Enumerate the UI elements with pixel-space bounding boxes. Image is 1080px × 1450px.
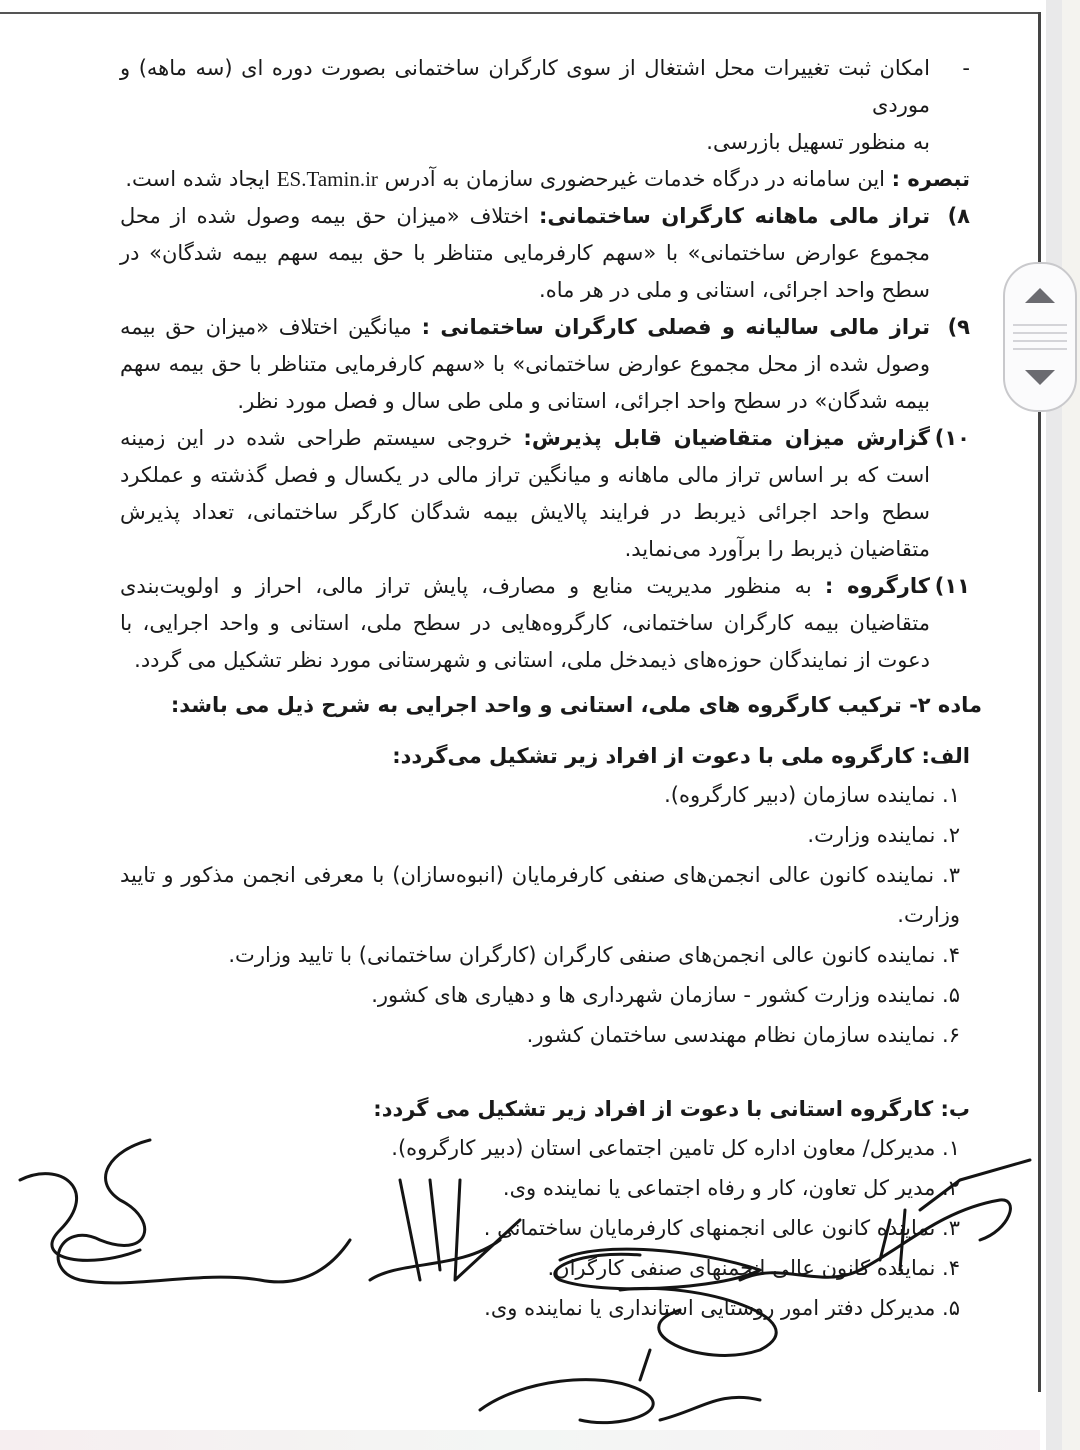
definition-item-9	[120, 309, 970, 420]
definition-item-11	[120, 568, 970, 679]
item-text: اختلاف «میزان حق بیمه وصول شده از محل مجموع عوارض ساختمانی» با «سهم کارفرمایی متناظر با حق بیمه سهم بیمه شدگان» در سطح واحد اجرائی، استانی و ملی در هر ماه.	[120, 204, 930, 302]
item-number: ۸)	[947, 204, 970, 228]
national-committee-heading: الف: کارگروه ملی با دعوت از افراد زیر تشکیل می‌گردد:	[392, 744, 970, 768]
provincial-committee-heading: ب: کارگروه استانی با دعوت از افراد زیر تشکیل می گردد:	[373, 1097, 970, 1121]
list-item: ۱. نماینده سازمان (دبیر کارگروه).	[664, 783, 960, 807]
note-label: تبصره :	[891, 167, 970, 191]
grip-line	[1013, 332, 1067, 334]
bullet-line-2: به منظور تسهیل بازرسی.	[706, 130, 930, 154]
item-term: تراز مالی ماهانه کارگران ساختمانی:	[539, 204, 930, 228]
intro-bullet	[120, 50, 970, 161]
list-item: ۲. مدیر کل تعاون، کار و رفاه اجتماعی یا نماینده وی.	[502, 1176, 960, 1200]
list-item: ۶. نماینده سازمان نظام مهندسی ساختمان کشور.	[526, 1023, 960, 1047]
list-item: ۲. نماینده وزارت.	[807, 823, 960, 847]
item-number: ۱۱)	[934, 574, 970, 598]
bullet-marker: -	[962, 56, 970, 80]
signature-2	[20, 1174, 140, 1261]
item-text: خروجی سیستم طراحی شده در این زمینه است که بر اساس تراز مالی ماهانه و میانگین تراز مالی در یکسال و فصل گذشته و عملکرد سطح واحد اجرائی ذیربط در فرایند پالایش بیمه شدگان کارگر ساختمانی، تعداد پذیرش متقاضیان ذیربط را برآورد می‌نماید.	[120, 426, 930, 561]
scroll-down-icon[interactable]	[1025, 370, 1055, 385]
list-item: ۳. نماینده کانون عالی انجمن‌های صنفی کارفرمایان (انبوه‌سازان) با معرفی انجمن مذکور و تایید وزارت.	[120, 863, 960, 927]
viewer-margin	[1046, 0, 1062, 1450]
signature-3	[370, 1180, 520, 1280]
item-text: به منظور مدیریت منابع و مصارف، پایش تراز مالی، احراز و اولویت‌بندی متقاضیان بیمه کارگران ساختمانی، کارگروه‌هایی در سطح ملی، استانی و واحد اجرایی، با دعوت از نمایندگان حوزه‌های ذیمدخل ملی، استانی و شهرستانی مورد نظر تشکیل می گردد.	[120, 574, 930, 672]
item-text: میانگین اختلاف «میزان حق بیمه وصول شده از محل مجموع عوارض ساختمانی» با «سهم کارفرمایی متناظر با حق بیمه سهم بیمه شدگان» در سطح واحد اجرائی، استانی و ملی طی سال و فصل مورد نظر.	[120, 315, 930, 413]
item-term: گزارش میزان متقاضیان قابل پذیرش:	[523, 426, 930, 450]
note-text-after: ایجاد شده است.	[125, 167, 277, 191]
definition-item-8	[120, 198, 970, 309]
note-address: ES.Tamin.ir	[276, 167, 378, 191]
list-item: ۱. مدیرکل/ معاون اداره کل تامین اجتماعی استان (دبیر کارگروه).	[391, 1136, 960, 1160]
note-paragraph	[120, 161, 970, 198]
grip-line	[1013, 324, 1067, 326]
item-number: ۹)	[947, 315, 970, 339]
page-scroll-control	[1003, 262, 1077, 412]
list-item: ۵. مدیرکل دفتر امور روستایی استانداری یا نماینده وی.	[484, 1296, 960, 1320]
signature-7	[620, 1288, 776, 1355]
item-number: ۱۰)	[934, 426, 970, 450]
list-item: ۴. نماینده کانون عالی انجمنهای صنفی کارگران.	[547, 1256, 960, 1280]
list-item: ۵. نماینده وزارت کشور - سازمان شهرداری ها و دهیاری های کشور.	[371, 983, 960, 1007]
scan-edge	[0, 1430, 1040, 1450]
signature-4	[555, 1249, 760, 1289]
handwritten-signatures	[0, 1120, 1040, 1450]
note-text-before: این سامانه در درگاه خدمات غیرحضوری سازمان به آدرس	[377, 167, 892, 191]
definition-item-10	[120, 420, 970, 568]
grip-line	[1013, 340, 1067, 342]
scroll-up-icon[interactable]	[1025, 288, 1055, 303]
item-term: تراز مالی سالیانه و فصلی کارگران ساختمانی :	[421, 315, 930, 339]
page-border-top	[0, 12, 1040, 14]
item-term: کارگروه :	[824, 574, 930, 598]
list-item: ۳. نماینده کانون عالی انجمنهای کارفرمایان ساختمانی .	[483, 1216, 960, 1240]
grip-line	[1013, 348, 1067, 350]
national-members-list	[120, 775, 970, 1055]
bullet-text	[120, 50, 930, 161]
signature-5	[740, 1200, 1010, 1280]
signature-8	[480, 1350, 760, 1423]
article-2-heading: ماده ۲- ترکیب کارگروه های ملی، استانی و واحد اجرایی به شرح ذیل می باشد:	[170, 693, 982, 717]
signature-1	[58, 1140, 350, 1283]
bullet-line-1: امکان ثبت تغییرات محل اشتغال از سوی کارگران ساختمانی بصورت دوره ای (سه ماهه) و موردی	[120, 56, 930, 117]
list-item: ۴. نماینده کانون عالی انجمن‌های صنفی کارگران (کارگران ساختمانی) با تایید وزارت.	[228, 943, 960, 967]
